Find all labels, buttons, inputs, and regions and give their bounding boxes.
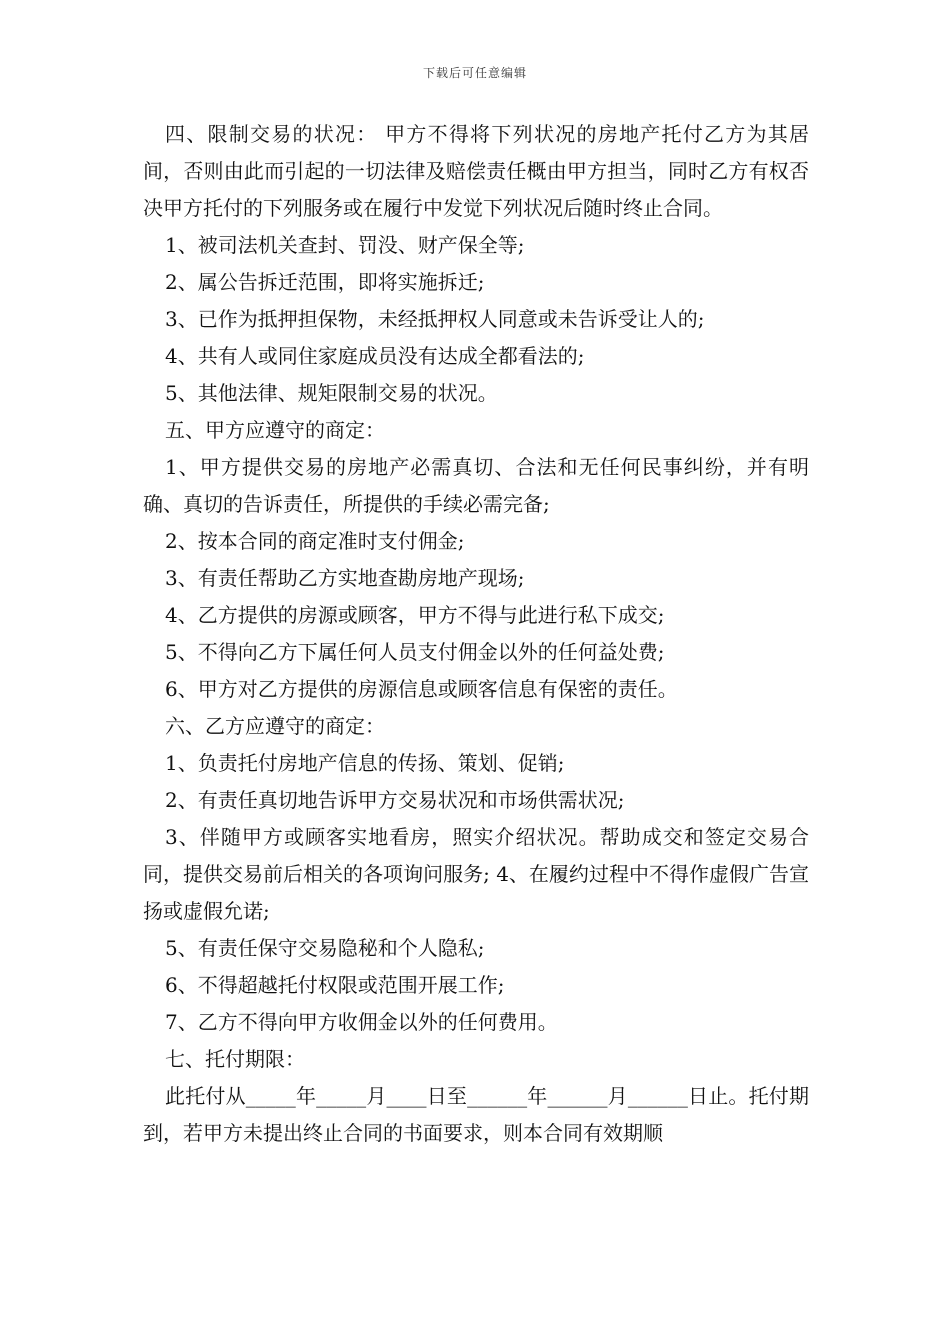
list-item: 6、甲方对乙方提供的房源信息或顾客信息有保密的责任。 bbox=[165, 677, 678, 701]
list-item: 4、共有人或同住家庭成员没有达成全都看法的; bbox=[165, 344, 585, 368]
list-item: 6、不得超越托付权限或范围开展工作; bbox=[165, 973, 505, 997]
paragraph-restrictions: 四、限制交易的状况： 甲方不得将下列状况的房地产托付乙方为其居间，否则由此而引起的一切法律及赔偿责任概由甲方担当，同时乙方有权否决甲方托付的下列服务或在履行中发觉下列状况后随时终止合同。 bbox=[143, 122, 809, 220]
list-item: 1、负责托付房地产信息的传扬、策划、促销; bbox=[165, 751, 565, 775]
page-header-note: 下载后可任意编辑 bbox=[422, 66, 527, 80]
list-item: 7、乙方不得向甲方收佣金以外的任何费用。 bbox=[165, 1010, 558, 1034]
list-item: 3、伴随甲方或顾客实地看房，照实介绍状况。帮助成交和签定交易合同，提供交易前后相关的各项询问服务; 4、在履约过程中不得作虚假广告宣扬或虚假允诺; bbox=[143, 825, 809, 923]
section-heading-party-b: 六、乙方应遵守的商定： bbox=[165, 714, 385, 738]
list-item: 2、有责任真切地告诉甲方交易状况和市场供需状况; bbox=[165, 788, 625, 812]
list-item: 5、不得向乙方下属任何人员支付佣金以外的任何益处费; bbox=[165, 640, 665, 664]
list-item: 1、甲方提供交易的房地产必需真切、合法和无任何民事纠纷，并有明确、真切的告诉责任，所提供的手续必需完备; bbox=[143, 455, 809, 516]
list-item: 2、按本合同的商定准时支付佣金; bbox=[165, 529, 465, 553]
list-item: 5、其他法律、规矩限制交易的状况。 bbox=[165, 381, 498, 405]
section-heading-term: 七、托付期限： bbox=[165, 1047, 305, 1071]
section-heading-party-a: 五、甲方应遵守的商定： bbox=[165, 418, 385, 442]
paragraph-term: 此托付从_____年_____月____日至______年______月______日止。托付期到，若甲方未提出终止合同的书面要求，则本合同有效期顺 bbox=[143, 1084, 809, 1145]
list-item: 5、有责任保守交易隐秘和个人隐私; bbox=[165, 936, 485, 960]
contract-body bbox=[143, 116, 809, 1152]
list-item: 2、属公告拆迁范围，即将实施拆迁; bbox=[165, 270, 485, 294]
list-item: 3、有责任帮助乙方实地查勘房地产现场; bbox=[165, 566, 525, 590]
list-item: 1、被司法机关查封、罚没、财产保全等; bbox=[165, 233, 525, 257]
list-item: 3、已作为抵押担保物，未经抵押权人同意或未告诉受让人的; bbox=[165, 307, 705, 331]
list-item: 4、乙方提供的房源或顾客，甲方不得与此进行私下成交; bbox=[165, 603, 665, 627]
